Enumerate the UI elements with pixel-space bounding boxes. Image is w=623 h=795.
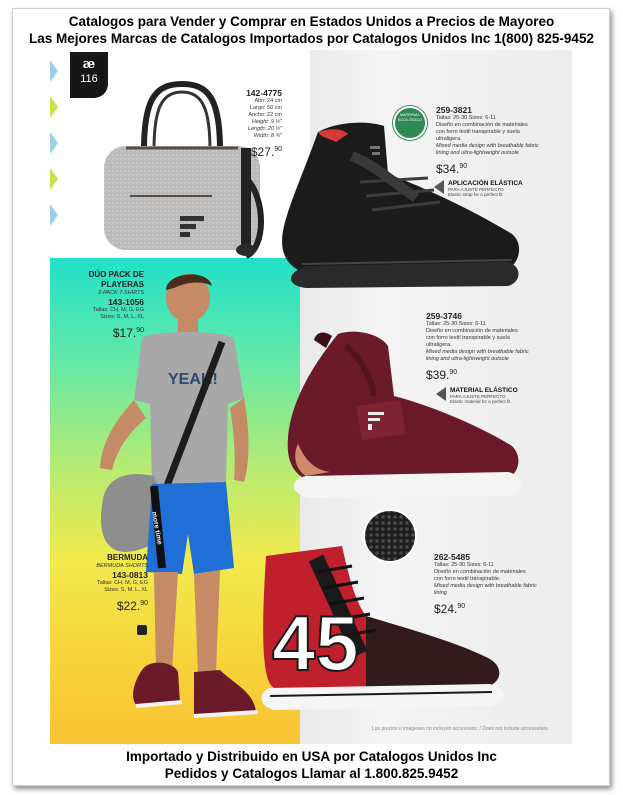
shirts-label: DÚO PACK DE PLAYERAS 2-PACK T-SHIRTS 143-1056 Tallas: CH, M, G, EG Sizes: S, M, L, XL $17.90: [80, 270, 144, 341]
bag-sku: 142-4775: [246, 88, 282, 98]
bag-label: [220, 88, 282, 160]
bag-spec: Largo: 50 cm: [249, 105, 282, 111]
footer-line-2: Pedidos y Catalogos Llamar al 1.800.825.9452: [164, 766, 459, 781]
black-shoe-label: 259-3821 Tallas: 25-30 Sizes: 6-11 Diseño en combinación de materiales con forro textil transpirable y suela ultraligera. Mixed media design with breathable fabric lining and ultra-lightweight outsole $34.90: [436, 105, 546, 177]
red-sneaker-label: 262-5485 Tallas: 25-30 Sizes: 6-11 Diseño en combinación de materiales con forro textil transpirable. Mixed media design with breathable fabric lining $24.90: [434, 552, 544, 617]
footer-line-1: Importado y Distribuido en USA por Catalogos Unidos Inc: [126, 749, 497, 764]
shorts-label: BERMUDA BERMUDA SHORTS 143-0813 Tallas: CH, M, G, EG Sizes: S, M, L, XL $22.90: [80, 553, 148, 614]
burgundy-shoe-price: $39.90: [426, 368, 458, 382]
shorts-print: more time: [150, 511, 163, 546]
disclaimer-footnote: Los precios e imágenes no incluyen accesorios. / Does not include accessories.: [372, 726, 549, 732]
red-sneaker-price: $24.90: [434, 602, 466, 616]
black-shoe-feature-tag: APLICACIÓN ELÁSTICA PARA AJUSTE PERFECTO Elastic strap for a perfect fit: [434, 180, 544, 194]
shorts-price: $22.90: [116, 599, 148, 613]
bag-spec: Height: 9 ½": [251, 119, 282, 125]
burgundy-shoe-sku: 259-3746: [426, 311, 462, 321]
shirt-print: YEAH!: [168, 371, 218, 388]
brand-logo: æ: [82, 57, 96, 72]
arrow-left-icon: [436, 387, 446, 401]
black-shoe-price: $34.90: [436, 162, 468, 176]
bag-spec: Ancho: 22 cm: [248, 112, 282, 118]
arrow-left-icon: [434, 180, 444, 194]
header-banner: [0, 13, 623, 47]
bag-price: $27.90: [250, 145, 282, 159]
red-sneaker-sku: 262-5485: [434, 552, 470, 562]
sneaker-number-print: 45: [272, 599, 359, 687]
header-line-1: Catalogos para Vender y Comprar en Estados Unidos a Precios de Mayoreo: [68, 14, 555, 29]
shorts-sku: 143-0813: [112, 570, 148, 580]
black-shoe-sku: 259-3821: [436, 105, 472, 115]
catalog-page: [50, 50, 572, 744]
shirts-sku: 143-1056: [108, 297, 144, 307]
burgundy-shoe-label: 259-3746 Tallas: 25-30 Sizes: 6-11 Diseño en combinación de materiales con forro textil transpirable y suela ultraligera. Mixed media design with breathable fabric lining and ultra-lightweight outsole $39.90: [426, 311, 546, 383]
shirts-title: DÚO PACK DE: [88, 270, 144, 279]
page-number: 116: [80, 73, 98, 85]
brand-mini-icon: [137, 625, 147, 635]
burgundy-shoe-feature-tag: MATERIAL ELÁSTICO PARA AJUSTE PERFECTO Elastic material for a perfect fit: [436, 387, 546, 401]
footer-banner: [0, 748, 623, 782]
header-line-2: Las Mejores Marcas de Catalogos Importados por Catalogos Unidos Inc 1(800) 825-9452: [29, 31, 594, 46]
side-color-marks: [50, 60, 58, 240]
bag-spec: Width: 8 ¾": [253, 133, 282, 139]
shorts-title: BERMUDA: [107, 553, 148, 562]
shirts-title: PLAYERAS: [101, 280, 144, 289]
bag-spec: Alto: 24 cm: [254, 98, 282, 104]
eco-material-badge: MATERIAL ECOLÓGICO: [393, 106, 427, 140]
shirts-price: $17.90: [112, 326, 144, 340]
model-image: [94, 272, 274, 734]
bag-spec: Length: 20 ½": [247, 126, 282, 132]
